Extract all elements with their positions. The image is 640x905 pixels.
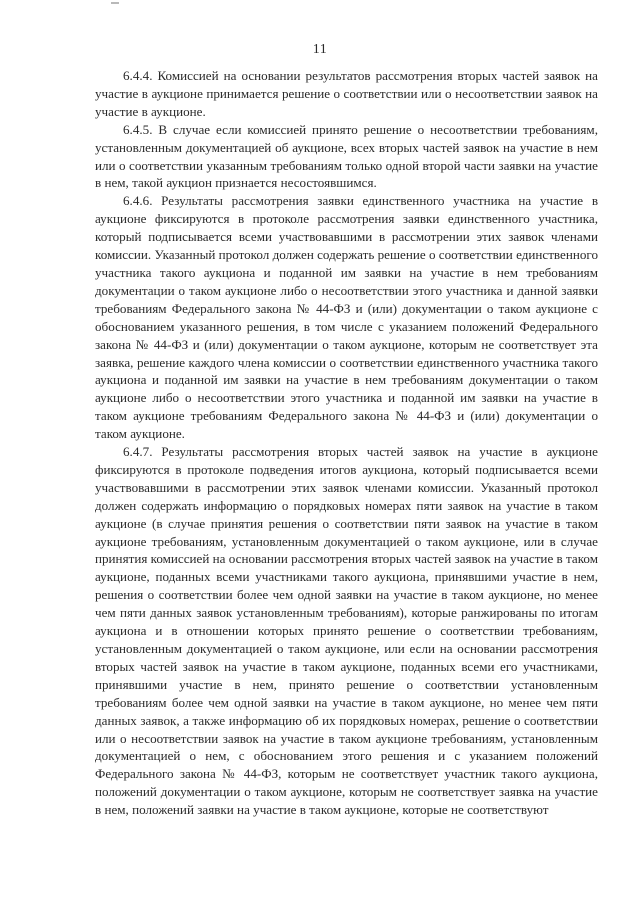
paragraph-6-4-4: 6.4.4. Комиссией на основании результатов рассмотрения вторых частей заявок на участие в аукционе принимается решение о соответствии или о несоответствии заявок на участие в аукционе. [95, 68, 598, 119]
scan-artifact [111, 2, 119, 4]
paragraph-6-4-6: 6.4.6. Результаты рассмотрения заявки единственного участника на участие в аукционе фиксируются в протоколе рассмотрения заявки единственного участника, который подписывается всеми участвовавшими в рассмотрении этих заявок членами комиссии. Указанный протокол должен содержать решение о соответствии единственного участника такого аукциона и поданной им заявки на участие в нем требованиям документации о таком аукционе либо о несоответствии этого участника и данной заявки требованиям Федерального закона № 44-ФЗ и (или) документации о таком аукционе с обоснованием указанного решения, в том числе с указанием положений Федерального закона № 44-ФЗ и (или) документации о таком аукционе, которым не соответствует эта заявка, решение каждого члена комиссии о соответствии единственного участника такого аукциона и поданной им заявки на участие в нем требованиям документации о таком аукционе либо о несоответствии этого участника и поданной им заявки на участие в таком аукционе требованиям Федерального закона № 44-ФЗ и (или) документации о таком аукционе. [95, 193, 598, 442]
document-body [95, 67, 598, 819]
page-number: 11 [312, 42, 328, 57]
paragraph-6-4-7: 6.4.7. Результаты рассмотрения вторых частей заявок на участие в аукционе фиксируются в протоколе подведения итогов аукциона, который подписывается всеми участвовавшими в рассмотрении этих заявок членами комиссии. Указанный протокол должен содержать информацию о порядковых номерах пяти заявок на участие в таком аукционе (в случае принятия решения о соответствии пяти заявок на участие в таком аукционе требованиям, установленным документацией о таком аукционе, или в случае принятия комиссией на основании рассмотрения вторых частей заявок на участие в таком аукционе, поданных всеми участниками такого аукциона, принявшими участие в нем, решения о соответствии более чем одной заявки на участие в таком аукционе, но менее чем пяти данных заявок установленным требованиям), которые ранжированы по итогам аукциона и в отношении которых принято решение о соответствии требованиям, установленным документацией о таком аукционе, или если на основании рассмотрения вторых частей заявок на участие в таком аукционе, поданных всеми его участниками, принявшими участие в нем, принято решение о соответствии установленным требованиям более чем одной заявки на участие в таком аукционе, но менее чем пяти данных заявок, а также информацию об их порядковых номерах, решение о соответствии или о несоответствии заявок на участие в таком аукционе требованиям, установленным документацией о нем, с обоснованием этого решения и с указанием положений Федерального закона № 44-ФЗ, которым не соответствует участник такого аукциона, положений документации о таком аукционе, которым не соответствует заявка на участие в нем, положений заявки на участие в таком аукционе, которые не соответствуют [95, 444, 598, 818]
paragraph-6-4-5: 6.4.5. В случае если комиссией принято решение о несоответствии требованиям, установленным документацией об аукционе, всех вторых частей заявок на участие в нем или о соответствии указанным требованиям только одной второй части заявки на участие в нем, такой аукцион признается несостоявшимся. [95, 121, 598, 191]
